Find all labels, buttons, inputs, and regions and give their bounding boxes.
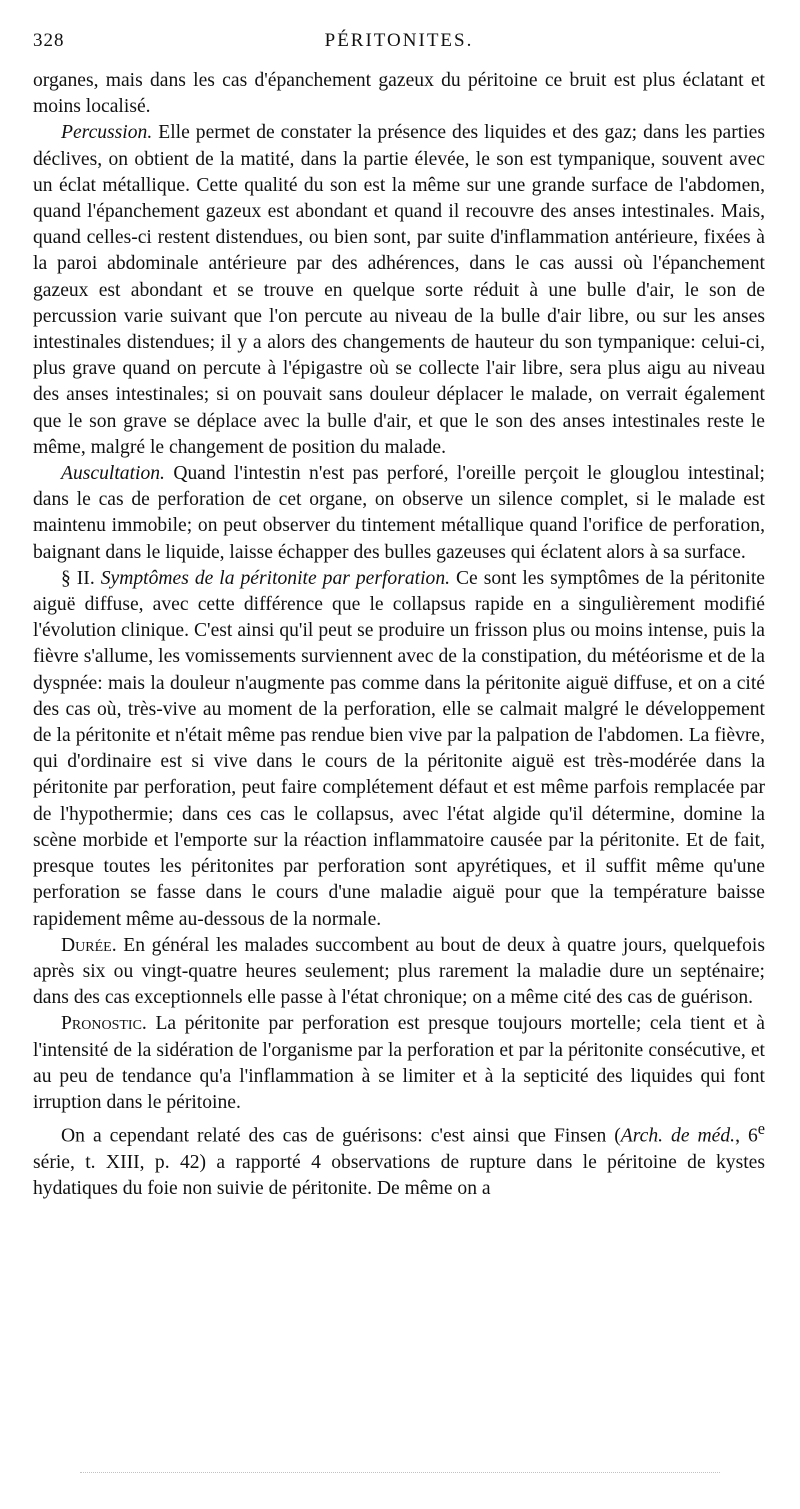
paragraph-heading-duree: Durée. (61, 934, 117, 956)
body-text (33, 68, 765, 1202)
paragraph-text: organes, mais dans les cas d'épanchement gazeux du péritoine ce bruit est plus éclatant et moins localisé. (33, 70, 765, 118)
paragraph-continuation (33, 68, 765, 120)
paragraph-heading-auscultation: Auscultation. (61, 463, 165, 485)
paragraph-guerisons (33, 1116, 765, 1202)
paragraph-text: Elle permet de constater la présence des liquides et des gaz; dans les parties déclives, on obtient de la matité, dans la partie élevée, le son est tympanique, souvent avec un éclat métallique. Cette qualité du son est la même sur une grande surface de l'abdomen, quand l'épanchement gazeux est abondant et quand il recouvre des anses intestinales. Mais, quand celles-ci restent distendues, ou bien sont, par suite d'inflammation antérieure, fixées à la paroi abdominale antérieure par des adhérences, dans le cas aussi où l'épanchement gazeux est abondant et se trouve en quelque sorte réduit à une bulle d'air, le son de percussion varie suivant que l'on percute au niveau de la bulle d'air libre, ou sur les anses intestinales distendues; il y a alors des changements de hauteur du son tympanique: celui-ci, plus grave quand on percute à l'épigastre où se collecte l'air libre, sera plus aigu au niveau des anses intestinales; si on pouvait sans douleur déplacer le malade, on verrait également que le son grave se déplace avec la bulle d'air, et que le son des anses intestinales reste le même, malgré le changement de position du malade. (33, 122, 765, 458)
superscript: e (757, 1119, 766, 1139)
citation-title: Arch. de méd. (620, 1125, 736, 1147)
running-head (33, 30, 765, 60)
section-mark: § II. (61, 567, 95, 589)
paragraph-pronostic (33, 1011, 765, 1116)
paragraph-text: Quand l'intestin n'est pas perforé, l'oreille perçoit le glouglou intestinal; dans le cas de perforation de cet organe, on observe un silence complet, si le malade est maintenu immobile; on peut observer du tintement métallique quand l'orifice de perforation, baignant dans le liquide, laisse échapper des bulles gazeuses qui éclatent alors à sa surface. (33, 463, 765, 563)
paragraph-symptomes (33, 566, 765, 933)
paragraph-text: série, t. XIII, p. 42) a rapporté 4 observations de rupture dans le péritoine de kystes hydatiques du foie non suivie de péritonite. De même on a (33, 1151, 765, 1200)
paragraph-heading-pronostic: Pronostic. (61, 1013, 147, 1035)
paragraph-auscultation (33, 461, 765, 566)
paragraph-duree (33, 933, 765, 1012)
page-number: 328 (33, 30, 65, 51)
paragraph-heading-percussion: Percussion. (61, 122, 153, 144)
scan-noise-line (80, 1472, 720, 1475)
book-page (33, 30, 765, 1202)
paragraph-text: On a cependant relaté des cas de guérisons: c'est ainsi que Finsen ( (61, 1125, 621, 1147)
section-heading-symptomes: Symptômes de la péritonite par perforation. (100, 567, 451, 589)
paragraph-percussion (33, 120, 765, 461)
paragraph-text: Ce sont les symptômes de la péritonite aiguë diffuse, avec cette différence que le collapsus rapide en a singulièrement modifié l'évolution clinique. C'est ainsi qu'il peut se produire un frisson plus ou moins intense, puis la fièvre s'allume, les vomissements surviennent avec de la constipation, du météorisme et de la dyspnée: mais la douleur n'augmente pas comme dans la péritonite aiguë diffuse, et on a cité des cas où, très-vive au moment de la perforation, elle se calmait malgré le développement de la péritonite et n'était même pas rendue bien vive par la palpation de l'abdomen. La fièvre, qui d'ordinaire est si vive dans le cours de la péritonite aiguë est très-modérée dans la péritonite par perforation, peut faire complétement défaut et est même parfois remplacée par de l'hypothermie; dans ces cas le collapsus, avec l'état algide qu'il détermine, domine la scène morbide et l'emporte sur la réaction inflammatoire causée par la péritonite. Et de fait, presque toutes les péritonites par perforation sont apyrétiques, et il suffit même qu'une perforation se fasse dans le cours d'une maladie aiguë pour que la température baisse rapidement même au-dessous de la normale. (33, 567, 765, 930)
running-title: PÉRITONITES. (324, 30, 474, 51)
paragraph-text: En général les malades succombent au bout de deux à quatre jours, quelquefois après six ou vingt-quatre heures seulement; plus rarement la maladie dure un septénaire; dans des cas exceptionnels elle passe à l'état chronique; on a même cité des cas de guérison. (33, 934, 765, 1009)
paragraph-text: La péritonite par perforation est presque toujours mortelle; cela tient et à l'intensité de la sidération de l'organisme par la perforation et par la péritonite consécutive, et au peu de tendance qu'a l'inflammation à se limiter et à la septicité des liquides qui font irruption dans le péritoine. (33, 1013, 765, 1113)
paragraph-text: , 6 (735, 1125, 758, 1147)
